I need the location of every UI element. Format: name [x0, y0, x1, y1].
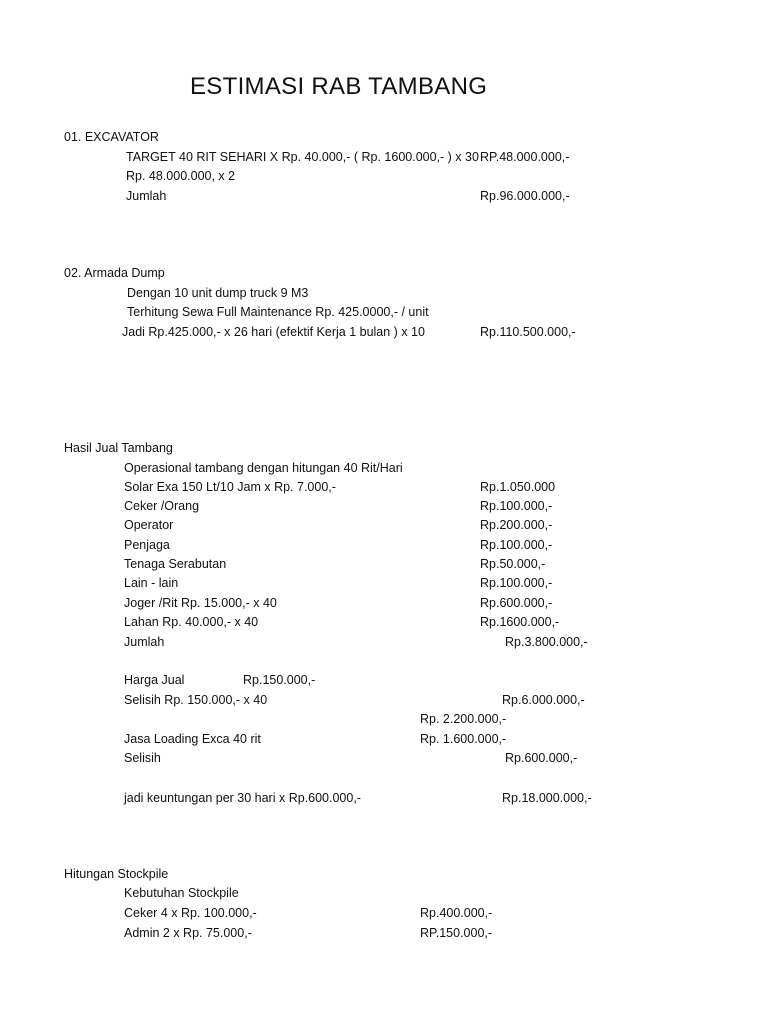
- selisih-gross-amount: Rp.6.000.000,-: [502, 693, 585, 707]
- excavator-target-line: TARGET 40 RIT SEHARI X Rp. 40.000,- ( Rp. 1600.000,- ) x 30: [126, 150, 479, 164]
- jasa-loading-amount: Rp. 1.600.000,-: [420, 732, 507, 746]
- hasil-item-label: Solar Exa 150 Lt/10 Jam x Rp. 7.000,-: [124, 480, 336, 494]
- hasil-item-label: Penjaga: [124, 538, 170, 552]
- subtotal-amount: Rp. 2.200.000,-: [420, 712, 507, 726]
- excavator-heading: 01. EXCAVATOR: [64, 130, 159, 144]
- excavator-target-amount: RP.48.000.000,-: [480, 150, 570, 164]
- hasil-heading: Hasil Jual Tambang: [64, 441, 173, 455]
- hasil-item-amount: Rp.50.000,-: [480, 557, 546, 571]
- excavator-multiply-line: Rp. 48.000.000, x 2: [126, 169, 236, 183]
- armada-heading: 02. Armada Dump: [64, 266, 165, 280]
- hasil-item-label: Tenaga Serabutan: [124, 557, 227, 571]
- armada-calc-amount: Rp.110.500.000,-: [480, 325, 576, 339]
- hasil-item-label: Lahan Rp. 40.000,- x 40: [124, 615, 259, 629]
- excavator-total-amount: Rp.96.000.000,-: [480, 189, 570, 203]
- hasil-item-amount: Rp.600.000,-: [480, 596, 553, 610]
- hasil-item-label: Ceker /Orang: [124, 499, 200, 513]
- hasil-item-amount: Rp.100.000,-: [480, 576, 553, 590]
- stockpile-item-amount: RP.150.000,-: [420, 926, 493, 940]
- selisih-net-amount: Rp.600.000,-: [505, 751, 578, 765]
- keuntungan-amount: Rp.18.000.000,-: [502, 791, 592, 805]
- hasil-total-amount: Rp.3.800.000,-: [505, 635, 588, 649]
- selisih-net-label: Selisih: [124, 751, 161, 765]
- stockpile-item-label: Ceker 4 x Rp. 100.000,-: [124, 906, 257, 920]
- harga-jual-value: Rp.150.000,-: [243, 673, 316, 687]
- stockpile-intro: Kebutuhan Stockpile: [124, 886, 239, 900]
- armada-units-line: Dengan 10 unit dump truck 9 M3: [127, 286, 309, 300]
- stockpile-heading: Hitungan Stockpile: [64, 867, 169, 881]
- hasil-item-label: Joger /Rit Rp. 15.000,- x 40: [124, 596, 277, 610]
- hasil-item-amount: Rp.1.050.000: [480, 480, 556, 494]
- hasil-item-label: Operator: [124, 518, 174, 532]
- hasil-item-amount: Rp.200.000,-: [480, 518, 553, 532]
- stockpile-item-amount: Rp.400.000,-: [420, 906, 493, 920]
- harga-jual-label: Harga Jual: [124, 673, 185, 687]
- selisih-gross-label: Selisih Rp. 150.000,- x 40: [124, 693, 268, 707]
- document-title: ESTIMASI RAB TAMBANG: [190, 73, 488, 100]
- hasil-item-amount: Rp.100.000,-: [480, 499, 553, 513]
- jasa-loading-label: Jasa Loading Exca 40 rit: [124, 732, 261, 746]
- hasil-item-label: Lain - lain: [124, 576, 179, 590]
- hasil-item-amount: Rp.1600.000,-: [480, 615, 560, 629]
- armada-rent-line: Terhitung Sewa Full Maintenance Rp. 425.0000,- / unit: [127, 305, 429, 319]
- hasil-intro: Operasional tambang dengan hitungan 40 Rit/Hari: [124, 461, 403, 475]
- keuntungan-label: jadi keuntungan per 30 hari x Rp.600.000,-: [124, 791, 361, 805]
- excavator-total-label: Jumlah: [126, 189, 167, 203]
- armada-calc-line: Jadi Rp.425.000,- x 26 hari (efektif Kerja 1 bulan ) x 10: [122, 325, 425, 339]
- hasil-total-label: Jumlah: [124, 635, 165, 649]
- stockpile-item-label: Admin 2 x Rp. 75.000,-: [124, 926, 252, 940]
- hasil-item-amount: Rp.100.000,-: [480, 538, 553, 552]
